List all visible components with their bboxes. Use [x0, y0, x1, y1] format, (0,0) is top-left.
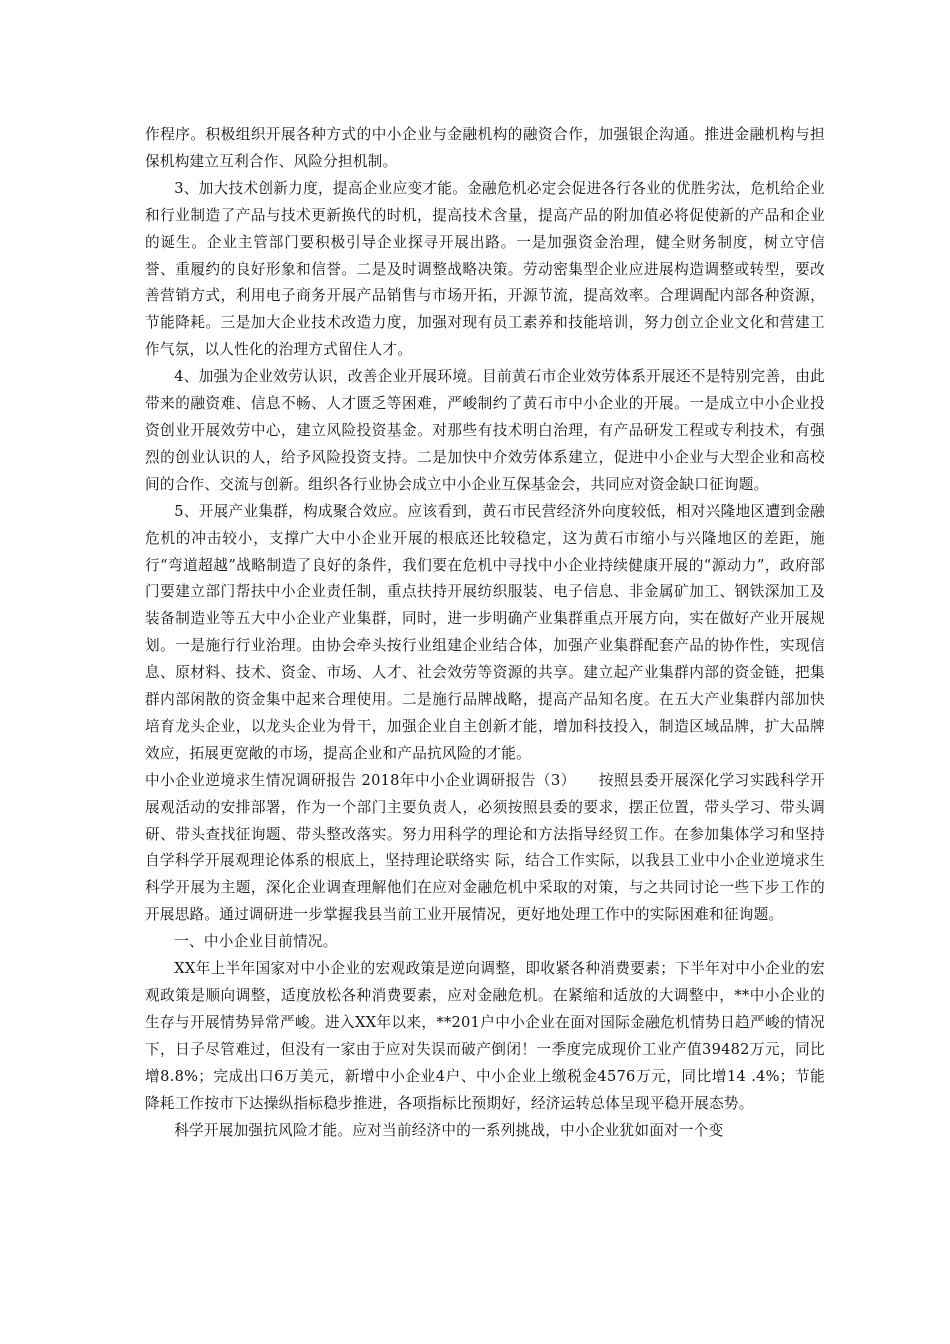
- paragraph-risk-resistance: 科学开展加强抗风险才能。应对当前经济中的一系列挑战，中小企业犹如面对一个变: [174, 1121, 724, 1139]
- paragraph-industry-cluster: 5、开展产业集群，构成聚合效应。应该看到，黄石市民营经济外向度较低，相对兴隆地区遭到金融危机的冲击较小，支撑广大中小企业开展的根底还比较稳定，这为黄石市缩小与兴隆地区的差距，施行“弯道超越”战略制造了良好的条件，我们要在危机中寻找中小企业持续健康开展的“源动力”，政府部门要建立部门帮扶中小企业责任制，重点扶持开展纺织服装、电子信息、非金属矿加工、钢铁深加工及装备制造业等五大中小企业产业集群，同时，进一步明确产业集群重点开展方向，实在做好产业开展规划。一是施行行业治理。由协会牵头按行业组建企业结合体，加强产业集群配套产品的协作性，实现信息、原材料、技术、资金、市场、人才、社会效劳等资源的共享。建立起产业集群内部的资金链，把集群内部闲散的资金集中起来合理使用。二是施行品牌战略，提高产品知名度。在五大产业集群内部加快培育龙头企业，以龙头企业为骨干，加强企业自主创新才能，增加科技投入，制造区域品牌，扩大品牌效应，拓展更宽敞的市场，提高企业和产品抗风险的才能。: [145, 502, 825, 762]
- paragraph-financing-cooperation: 作程序。积极组织开展各种方式的中小企业与金融机构的融资合作，加强银企沟通。推进金融机构与担保机构建立互利合作、风险分担机制。: [145, 126, 825, 170]
- document-body: [145, 122, 825, 1144]
- paragraph-report-intro: 中小企业逆境求生情况调研报告 2018年中小企业调研报告（3） 按照县委开展深化学习实践科学开展观活动的安排部署，作为一个部门主要负责人，必须按照县委的要求，摆正位置，带头学习、带头调研、带头查找征询题、带头整改落实。努力用科学的理论和方法指导经贸工作。在参加集体学习和坚持自学科学开展观理论体系的根底上，坚持理论联络实 际，结合工作实际，以我县工业中小企业逆境求生科学开展为主题，深化企业调查理解他们在应对金融危机中采取的对策，与之共同讨论一些下步工作的开展思路。通过调研进一步掌握我县当前工业开展情况，更好地处理工作中的实际困难和征询题。: [145, 771, 825, 924]
- paragraph-enterprise-service: 4、加强为企业效劳认识，改善企业开展环境。目前黄石市企业效劳体系开展还不是特别完善，由此带来的融资难、信息不畅、人才匮乏等困难，严峻制约了黄石市中小企业的开展。一是成立中小企业投资创业开展效劳中心，建立风险投资基金。对那些有技术明白治理，有产品研发工程或专利技术，有强烈的创业认识的人，给予风险投资支持。二是加快中介效劳体系建立，促进中小企业与大型企业和高校间的合作、交流与创新。组织各行业协会成立中小企业互保基金会，共同应对资金缺口征询题。: [145, 368, 825, 493]
- paragraph-macro-policy: XX年上半年国家对中小企业的宏观政策是逆向调整，即收紧各种消费要素；下半年对中小企业的宏观政策是顺向调整，适度放松各种消费要素，应对金融危机。在紧缩和适放的大调整中，**中小企业的生存与开展情势异常严峻。进入XX年以来，**201户中小企业在面对国际金融危机情势日趋严峻的情况下，日子尽管难过，但没有一家由于应对失误而破产倒闭！一季度完成现价工业产值39482万元，同比增8.8%；完成出口6万美元，新增中小企业4户、中小企业上缴税金4576万元，同比增14 .4%；节能降耗工作按市下达操纵指标稳步推进，各项指标比预期好，经济运转总体呈现平稳开展态势。: [145, 960, 825, 1112]
- paragraph-tech-innovation: 3、加大技术创新力度，提高企业应变才能。金融危机必定会促进各行各业的优胜劣汰，危机给企业和行业制造了产品与技术更新换代的时机，提高技术含量，提高产品的附加值必将促使新的产品和企业的诞生。企业主管部门要积极引导企业探寻开展出路。一是加强资金治理，健全财务制度，树立守信誉、重履约的良好形象和信誉。二是及时调整战略决策。劳动密集型企业应进展构造调整或转型，要改善营销方式，利用电子商务开展产品销售与市场开拓，开源节流，提高效率。合理调配内部各种资源，节能降耗。三是加大企业技术改造力度，加强对现有员工素养和技能培训，努力创立企业文化和营建工作气氛，以人性化的治理方式留住人才。: [145, 179, 825, 359]
- section-heading-current-situation: 一、中小企业目前情况。: [174, 933, 338, 951]
